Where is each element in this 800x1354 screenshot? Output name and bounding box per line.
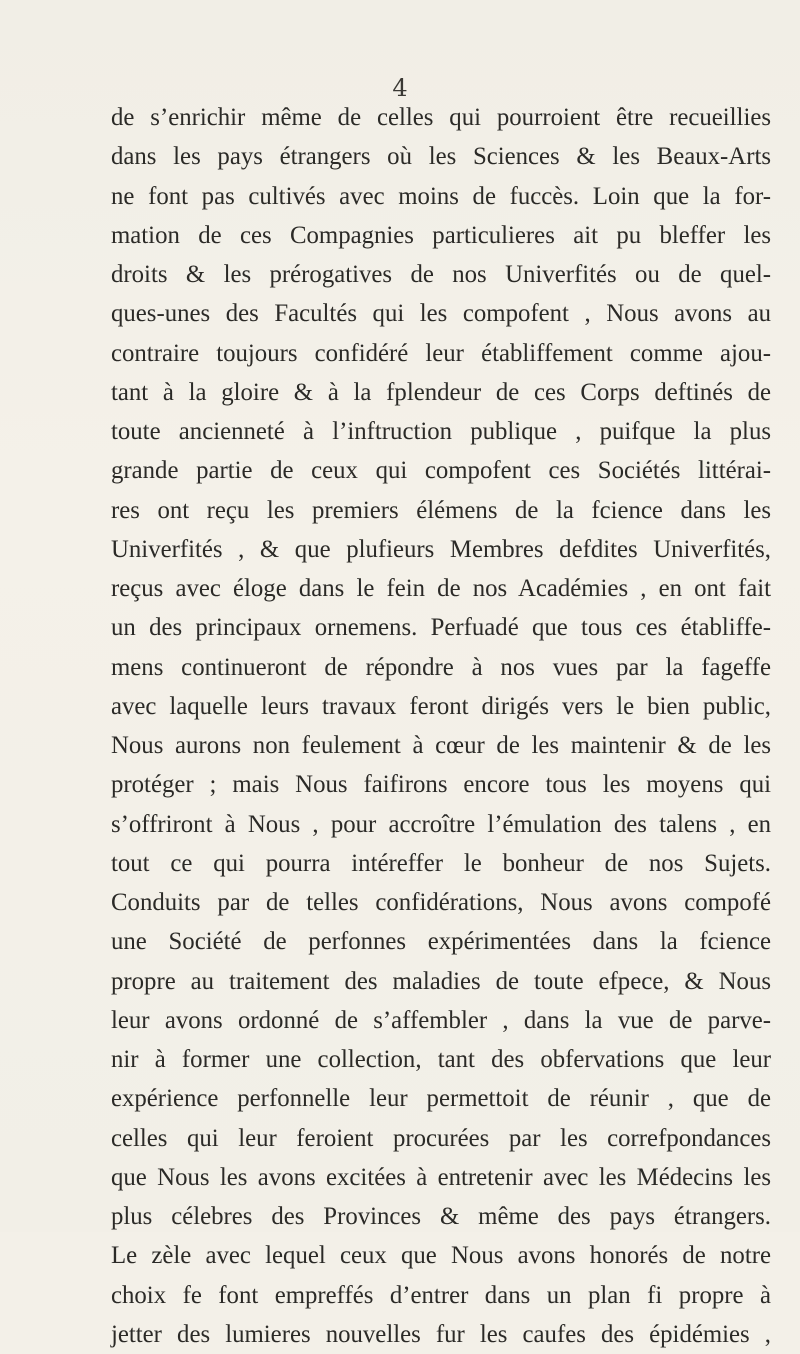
text-line: s’offriront à Nous , pour accroître l’émulation des talens , en: [111, 810, 771, 838]
text-line: Univerfités , & que plufieurs Membres defdites Univerfités,: [111, 535, 771, 563]
text-line: Nous aurons non feulement à cœur de les maintenir & de les: [111, 732, 771, 759]
text-line: leur avons ordonné de s’affembler , dans la vue de parve-: [111, 1006, 771, 1034]
text-line: un des principaux ornemens. Perfuadé que tous ces établiffe-: [111, 614, 771, 642]
text-line: propre au traitement des maladies de toute efpece, & Nous: [111, 967, 771, 995]
text-line: protéger ; mais Nous faifirons encore tous les moyens qui: [111, 771, 771, 799]
text-line: avec laquelle leurs travaux feront dirigés vers le bien public,: [111, 692, 771, 720]
text-line: droits & les prérogatives de nos Univerfités ou de quel-: [111, 261, 771, 288]
text-line: choix fe font empreffés d’entrer dans un plan fi propre à: [111, 1281, 771, 1309]
text-line: toute ancienneté à l’inftruction publique , puifque la plus: [111, 418, 771, 445]
text-line: tant à la gloire & à la fplendeur de ces Corps deftinés de: [111, 378, 771, 406]
text-line: jetter des lumieres nouvelles fur les caufes des épidémies ,: [111, 1320, 771, 1348]
page-text: [111, 98, 771, 1354]
text-line: ne font pas cultivés avec moins de fuccès. Loin que la for-: [111, 182, 771, 210]
text-line: de s’enrichir même de celles qui pourroient être recueillies: [111, 104, 771, 131]
text-line: une Société de perfonnes expérimentées dans la fcience: [111, 928, 771, 956]
text-line: ques-unes des Facultés qui les compofent , Nous avons au: [111, 300, 771, 328]
text-line: reçus avec éloge dans le fein de nos Académies , en ont fait: [111, 575, 771, 602]
text-line: contraire toujours confidéré leur établiffement comme ajou-: [111, 339, 771, 367]
text-line: res ont reçu les premiers élémens de la fcience dans les: [111, 496, 771, 524]
text-line: Conduits par de telles confidérations, Nous avons compofé: [111, 889, 771, 916]
text-line: expérience perfonnelle leur permettoit de réunir , que de: [111, 1085, 771, 1113]
text-line: celles qui leur feroient procurées par les correfpondances: [111, 1124, 771, 1152]
text-line: grande partie de ceux qui compofent ces Sociétés littérai-: [111, 457, 771, 485]
page-number: 4: [392, 74, 408, 102]
text-line: dans les pays étrangers où les Sciences & les Beaux-Arts: [111, 143, 771, 171]
text-line: tout ce qui pourra intéreffer le bonheur de nos Sujets.: [111, 849, 771, 877]
text-line: nir à former une collection, tant des obfervations que leur: [111, 1046, 771, 1073]
text-line: mation de ces Compagnies particulieres ait pu bleffer les: [111, 221, 771, 249]
text-line: plus célebres des Provinces & même des pays étrangers.: [111, 1203, 771, 1230]
text-line: que Nous les avons excitées à entretenir avec les Médecins les: [111, 1163, 771, 1191]
text-line: mens continueront de répondre à nos vues par la fageffe: [111, 653, 771, 681]
text-line: Le zèle avec lequel ceux que Nous avons honorés de notre: [111, 1242, 771, 1270]
